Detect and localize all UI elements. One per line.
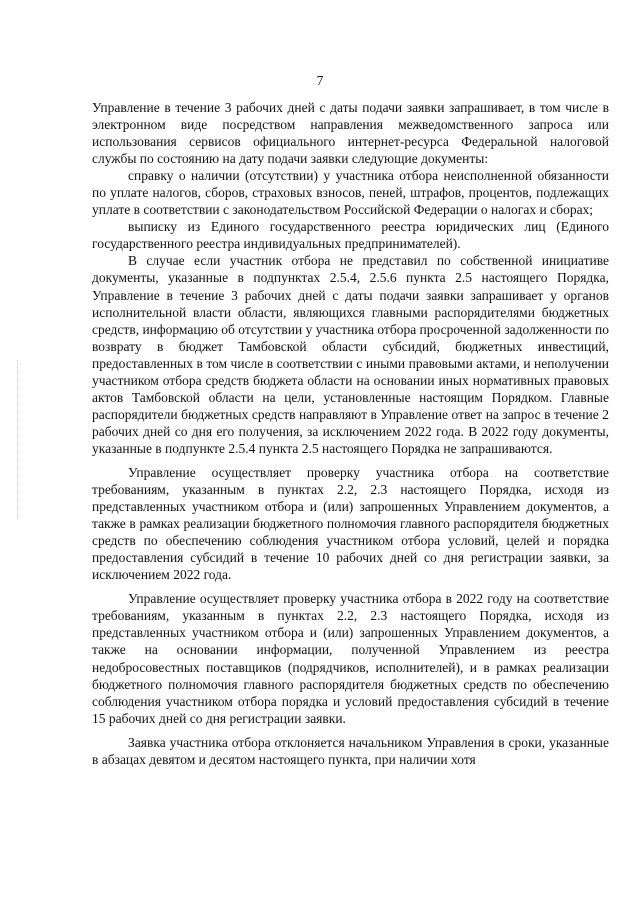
- paragraph-compliance-check-2022: Управление осуществляет проверку участника отбора в 2022 году на соответствие требованиям, указанным в пунктах 2.2, 2.3 настоящего Порядка, исходя из представленных участником отбора и (или) запрошенных Управлением документов, а также на основании информации, полученной Управлением из реестра недобросовестных поставщиков (подрядчиков, исполнителей), и в рамках реализации бюджетного полномочия главного распорядителя бюджетных средств по обеспечению соблюдения участником отбора порядка и условий предоставления субсидий в течение 15 рабочих дней со дня регистрации заявки.: [92, 591, 609, 726]
- scan-margin-mark: [17, 360, 20, 520]
- paragraph-registry-extract: выписку из Единого государственного реестра юридических лиц (Единого государственного реестра индивидуальных предпринимателей).: [92, 219, 609, 252]
- paragraph-request-documents: Управление в течение 3 рабочих дней с даты подачи заявки запрашивает, в том числе в электронном виде посредством направления межведомственного запроса или использования сервисов официального интернет-ресурса Федеральной налоговой службы по состоянию на дату подачи заявки следующие документы:: [92, 100, 609, 167]
- paragraph-initiative-documents: В случае если участник отбора не представил по собственной инициативе документы, указанные в подпунктах 2.5.4, 2.5.6 пункта 2.5 настоящего Порядка, Управление в течение 3 рабочих дней с даты подачи заявки запрашивает у органов исполнительной власти области, являющихся главными распорядителями бюджетных средств, информацию об отсутствии у участника отбора просроченной задолженности по возврату в бюджет Тамбовской области субсидий, бюджетных инвестиций, предоставленных в том числе в соответствии с иными правовыми актами, и неполучении участником отбора средств бюджета области на основании иных нормативных правовых актов Тамбовской области на цели, установленные настоящим Порядком. Главные распорядители бюджетных средств направляют в Управление ответ на запрос в течение 2 рабочих дней со дня его получения, за исключением 2022 года. В 2022 году документы, указанные в подпункте 2.5.4 пункта 2.5 настоящего Порядка не запрашиваются.: [92, 253, 609, 456]
- document-body: [92, 99, 609, 768]
- paragraph-compliance-check: Управление осуществляет проверку участника отбора на соответствие требованиям, указанным в пунктах 2.2, 2.3 настоящего Порядка, исходя из представленных участником отбора и (или) запрошенных Управлением документов, а также в рамках реализации бюджетного полномочия главного распорядителя бюджетных средств по обеспечению соблюдения участником отбора условий, целей и порядка предоставления субсидий в течение 10 рабочих дней со дня регистрации заявки, за исключением 2022 года.: [92, 464, 609, 583]
- page-number: 7: [316, 73, 324, 88]
- paragraph-application-rejection: Заявка участника отбора отклоняется начальником Управления в сроки, указанные в абзацах девятом и десятом настоящего пункта, при наличии хотя: [92, 734, 609, 767]
- paragraph-tax-certificate: справку о наличии (отсутствии) у участника отбора неисполненной обязанности по уплате налогов, сборов, страховых взносов, пеней, штрафов, процентов, подлежащих уплате в соответствии с законодательством Российской Федерации о налогах и сборах;: [92, 168, 609, 218]
